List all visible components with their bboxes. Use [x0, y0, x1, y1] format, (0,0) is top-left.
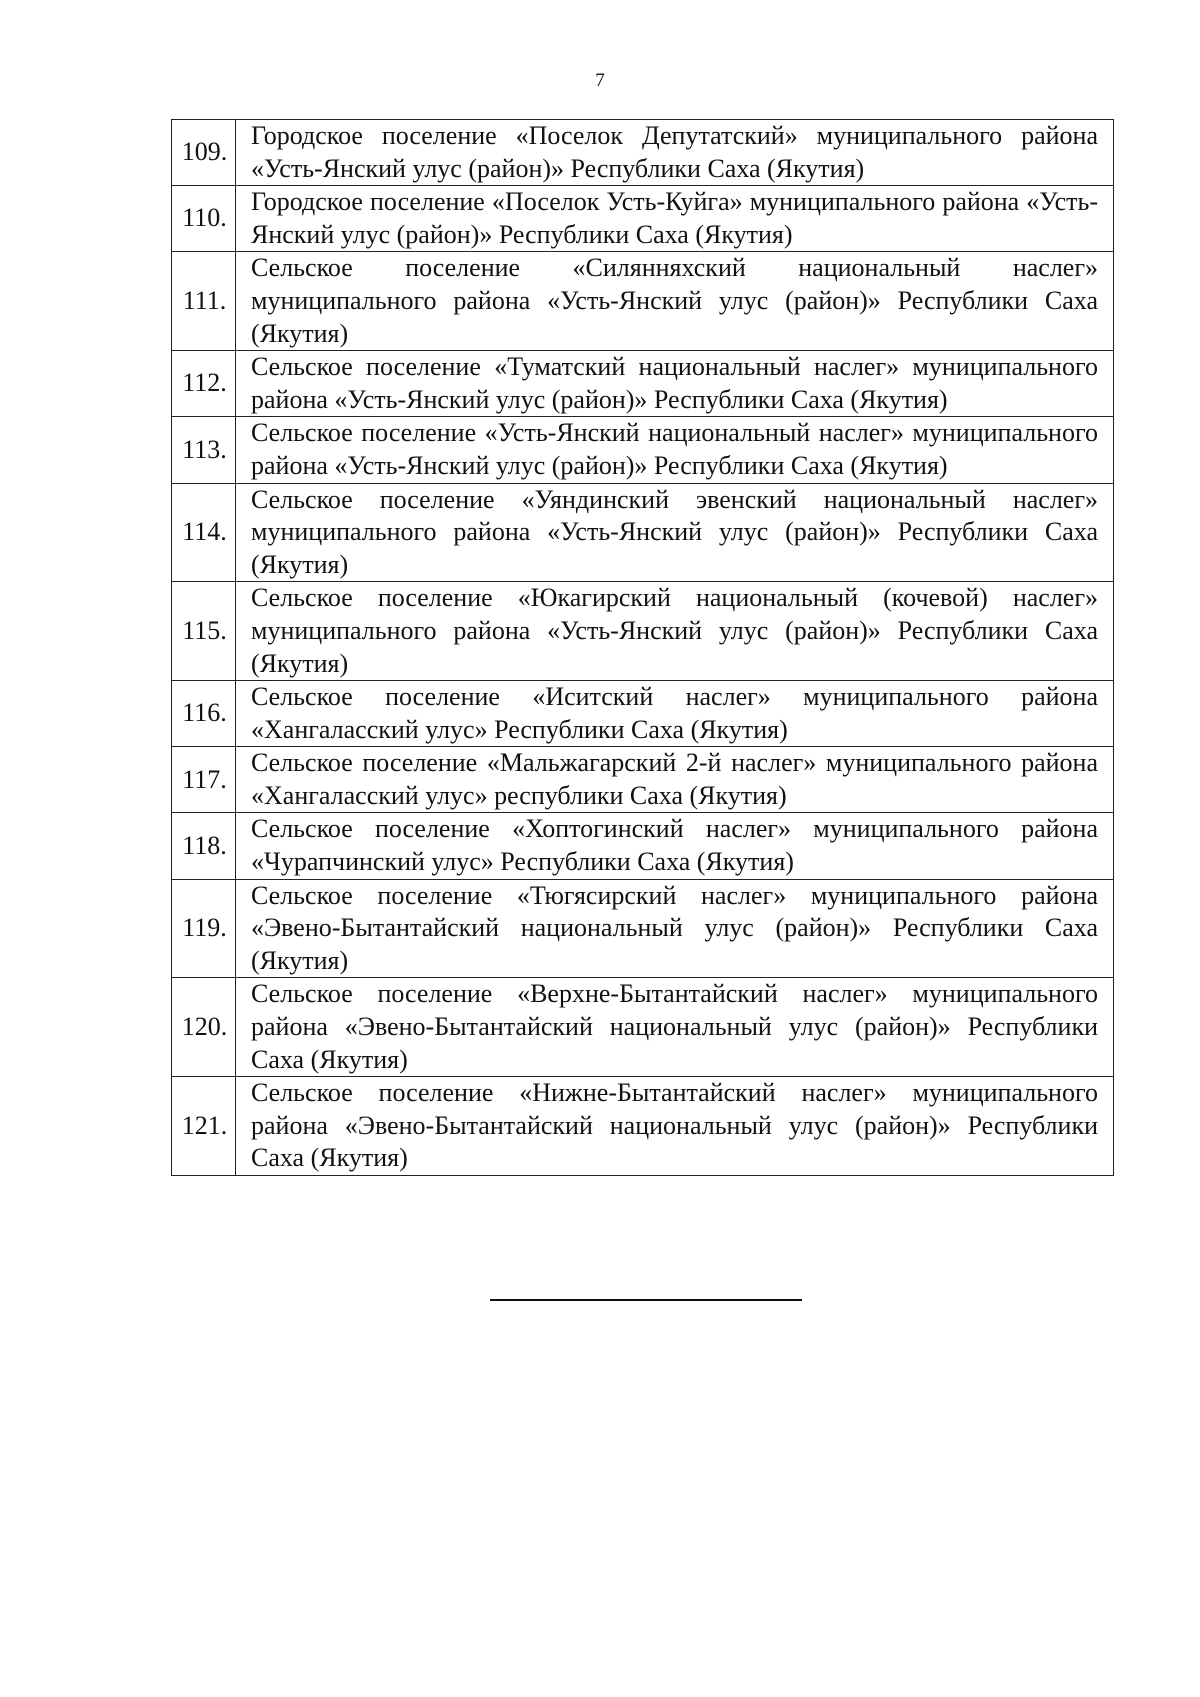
end-divider [490, 1299, 802, 1301]
row-text: Сельское поселение «Хоптогинский наслег» муниципального района «Чурапчинский улус» Республики Саха (Якутия) [236, 813, 1114, 879]
row-number: 120. [172, 978, 236, 1077]
row-number: 117. [172, 747, 236, 813]
page-number: 7 [595, 70, 605, 91]
table-row [172, 978, 1114, 1077]
row-number: 114. [172, 483, 236, 582]
table-row [172, 186, 1114, 252]
row-text: Сельское поселение «Мальжагарский 2-й наслег» муниципального района «Хангаласский улус» республики Саха (Якутия) [236, 747, 1114, 813]
row-number: 112. [172, 351, 236, 417]
row-number: 119. [172, 879, 236, 978]
table-row [172, 417, 1114, 483]
row-text: Сельское поселение «Верхне-Бытантайский наслег» муниципального района «Эвено-Бытантайский национальный улус (район)» Республики Саха (Якутия) [236, 978, 1114, 1077]
table-row [172, 252, 1114, 351]
row-text: Сельское поселение «Иситский наслег» муниципального района «Хангаласский улус» Республики Саха (Якутия) [236, 681, 1114, 747]
row-text: Городское поселение «Поселок Усть-Куйга» муниципального района «Усть-Янский улус (район)» Республики Саха (Якутия) [236, 186, 1114, 252]
row-text: Сельское поселение «Юкагирский национальный (кочевой) наслег» муниципального района «Усть-Янский улус (район)» Республики Саха (Якутия) [236, 582, 1114, 681]
row-number: 118. [172, 813, 236, 879]
row-number: 109. [172, 120, 236, 186]
row-text: Городское поселение «Поселок Депутатский» муниципального района «Усть-Янский улус (район)» Республики Саха (Якутия) [236, 120, 1114, 186]
table-row [172, 747, 1114, 813]
row-text: Сельское поселение «Нижне-Бытантайский наслег» муниципального района «Эвено-Бытантайский национальный улус (район)» Республики Саха (Якутия) [236, 1077, 1114, 1176]
table-row [172, 681, 1114, 747]
settlements-table [171, 119, 1114, 1176]
row-number: 116. [172, 681, 236, 747]
table-row [172, 351, 1114, 417]
row-text: Сельское поселение «Тюгясирский наслег» муниципального района «Эвено-Бытантайский национальный улус (район)» Республики Саха (Якутия) [236, 879, 1114, 978]
row-number: 111. [172, 252, 236, 351]
row-text: Сельское поселение «Уяндинский эвенский национальный наслег» муниципального района «Усть-Янский улус (район)» Республики Саха (Якутия) [236, 483, 1114, 582]
row-number: 121. [172, 1077, 236, 1176]
row-number: 115. [172, 582, 236, 681]
table-row [172, 483, 1114, 582]
row-text: Сельское поселение «Силянняхский национальный наслег» муниципального района «Усть-Янский улус (район)» Республики Саха (Якутия) [236, 252, 1114, 351]
table-row [172, 813, 1114, 879]
table-row [172, 1077, 1114, 1176]
row-number: 110. [172, 186, 236, 252]
row-text: Сельское поселение «Усть-Янский национальный наслег» муниципального района «Усть-Янский улус (район)» Республики Саха (Якутия) [236, 417, 1114, 483]
table-row [172, 582, 1114, 681]
table-row [172, 879, 1114, 978]
row-text: Сельское поселение «Туматский национальный наслег» муниципального района «Усть-Янский улус (район)» Республики Саха (Якутия) [236, 351, 1114, 417]
table-row [172, 120, 1114, 186]
row-number: 113. [172, 417, 236, 483]
